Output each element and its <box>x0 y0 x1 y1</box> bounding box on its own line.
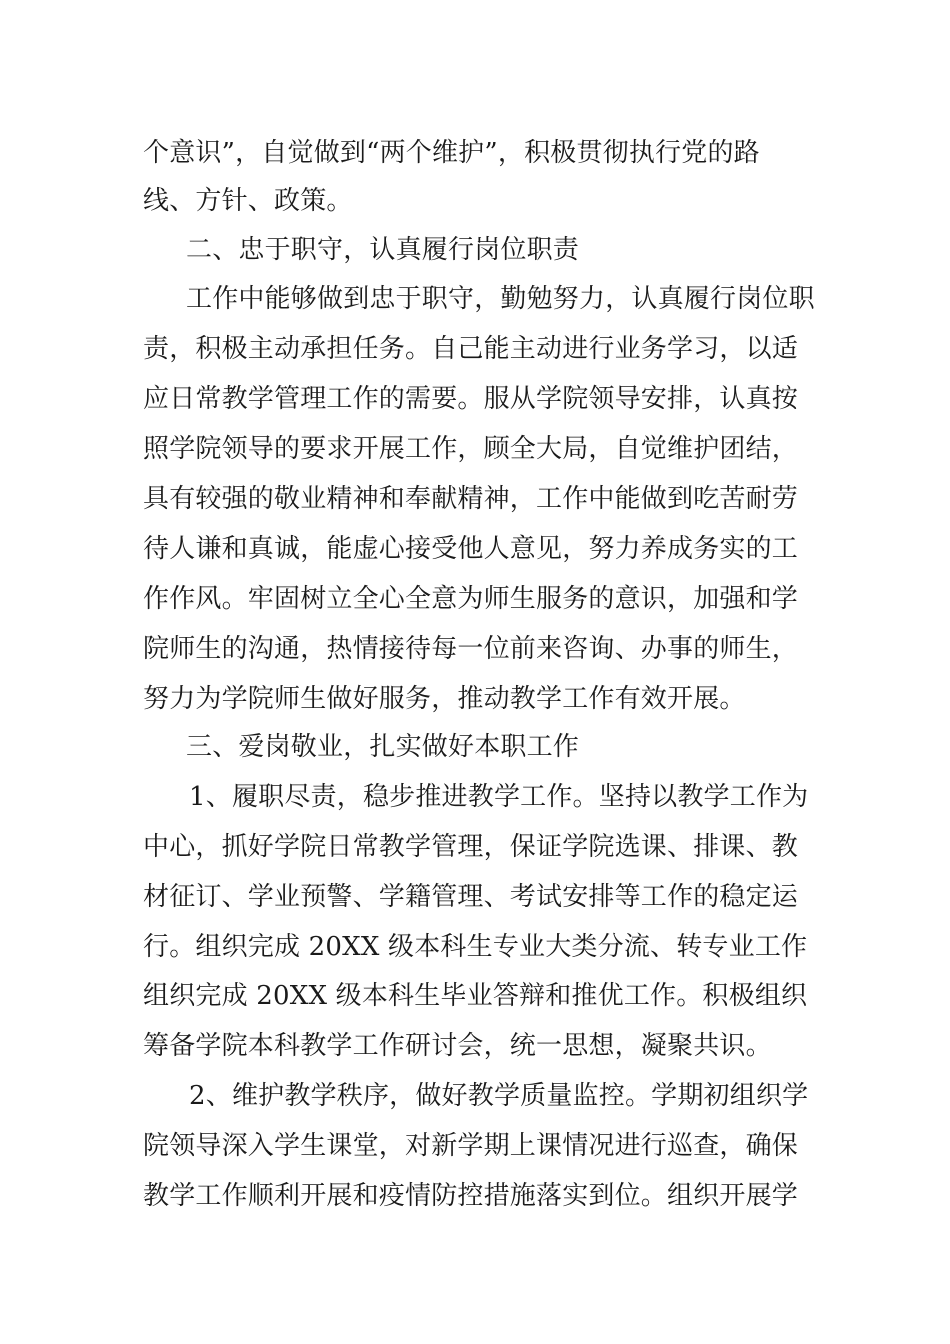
text-line: 筹备学院本科教学工作研讨会，统一思想，凝聚共识。 <box>143 1031 772 1061</box>
text-line: 材征订、学业预警、学籍管理、考试安排等工作的稳定运 <box>143 882 799 912</box>
text-line: 组织完成 20XX 级本科生毕业答辩和推优工作。积极组织 <box>143 981 808 1011</box>
text-line: 1、履职尽责，稳步推进教学工作。坚持以教学工作为 <box>189 782 809 812</box>
text-line: 线、方针、政策。 <box>143 186 353 216</box>
section-heading: 三、爱岗敬业，扎实做好本职工作 <box>186 732 580 762</box>
text-line: 院领导深入学生课堂，对新学期上课情况进行巡查，确保 <box>143 1131 799 1161</box>
text-line: 工作中能够做到忠于职守，勤勉努力，认真履行岗位职 <box>186 284 815 314</box>
text-line: 作作风。牢固树立全心全意为师生服务的意识，加强和学 <box>143 584 799 614</box>
text-line: 教学工作顺利开展和疫情防控措施落实到位。组织开展学 <box>143 1181 799 1211</box>
text-line: 行。组织完成 20XX 级本科生专业大类分流、转专业工作 <box>143 932 808 962</box>
section-heading: 二、忠于职守，认真履行岗位职责 <box>186 235 580 265</box>
text-line: 中心，抓好学院日常教学管理，保证学院选课、排课、教 <box>143 832 799 862</box>
text-line: 2、维护教学秩序，做好教学质量监控。学期初组织学 <box>189 1081 809 1111</box>
text-line: 照学院领导的要求开展工作，顾全大局，自觉维护团结， <box>143 434 799 464</box>
text-line: 院师生的沟通，热情接待每一位前来咨询、办事的师生， <box>143 634 799 664</box>
text-line: 应日常教学管理工作的需要。服从学院领导安排，认真按 <box>143 384 799 414</box>
text-line: 具有较强的敬业精神和奉献精神，工作中能做到吃苦耐劳 <box>143 484 799 514</box>
text-line: 待人谦和真诚，能虚心接受他人意见，努力养成务实的工 <box>143 534 799 564</box>
text-line: 努力为学院师生做好服务，推动教学工作有效开展。 <box>143 684 746 714</box>
text-line: 责，积极主动承担任务。自己能主动进行业务学习，以适 <box>143 334 799 364</box>
text-line: 个意识”，自觉做到“两个维护”，积极贯彻执行党的路 <box>143 138 760 168</box>
